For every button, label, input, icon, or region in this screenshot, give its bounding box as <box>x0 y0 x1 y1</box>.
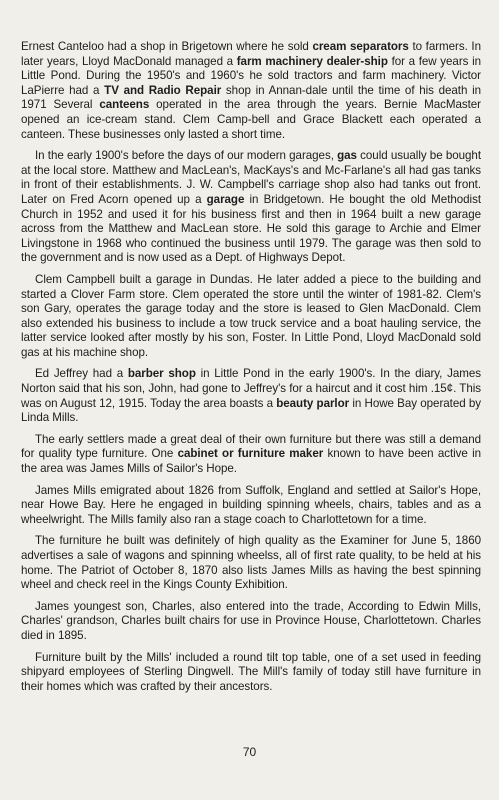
body-text <box>21 40 481 694</box>
text-run: Ed Jeffrey had a <box>35 367 128 381</box>
text-run: for a few years in Little Pond. During the 1950's and 1960's he sold tractors and farm machinery. Victor LaPierre had a <box>21 54 481 97</box>
paragraph <box>21 534 481 592</box>
bold-keyword: garage <box>206 192 245 206</box>
text-run: The early settlers made a great deal of their own furniture but there was still a demand for quality type furniture. One <box>21 432 481 461</box>
text-run: Ernest Canteloo had a shop in Brigetown where he sold <box>21 40 313 53</box>
text-run: known to have been active in the area was James Mills of Sailor's Hope. <box>21 447 481 476</box>
bold-keyword: cabinet or furniture maker <box>177 447 324 461</box>
paragraph <box>21 484 481 528</box>
text-run: James youngest son, Charles, also entered into the trade, According to Edwin Mills, Charles' grandson, Charles built chairs for use in Province House, Charlottetown. Charles died in 1895. <box>21 599 481 642</box>
paragraph <box>21 367 481 425</box>
text-run: Clem Campbell built a garage in Dundas. He later added a piece to the building and started a Clover Farm store. Clem operated the store until the winter of 1981-82. Clem's son Gary, operates the garage today and the store is leased to Glen MacDonald. Clem also extended his business to include a tow truck service and a boat hauling service, the latter service looked after mostly by his son, Foster. In Little Pond, Lloyd MacDonald sold gas at his machine shop. <box>21 272 481 359</box>
text-run: in Little Pond in the early 1900's. In the diary, James Norton said that his son, John, had gone to Jeffrey's for a haircut and it cost him .15¢. This was on August 12, 1915. Today the area boasts a <box>21 367 481 410</box>
text-run: in Howe Bay operated by Linda Mills. <box>21 396 482 425</box>
text-run: The furniture he built was definitely of high quality as the Examiner for June 5, 1860 advertises a sale of wagons and spinning wheelss, all of first rate quality, to be held at his home. The Patriot of October 8, 1870 also lists James Mills as having the best spinning wheel and check reel in the Kings County Exhibition. <box>21 534 481 592</box>
paragraph <box>21 651 481 695</box>
bold-keyword: gas <box>337 149 357 163</box>
text-run: shop in Annan-dale until the time of his death in 1971 Several <box>21 83 481 112</box>
text-run: could usually be bought at the local store. Matthew and MacLean's, MacKays's and Mc-Farlane's all had gas tanks in front of their establishments. J. W. Campbell's carriage shop also had tanks out front. Later on Fred Acorn opened up a <box>21 149 481 206</box>
bold-keyword: cream separators <box>312 40 409 53</box>
paragraph <box>21 149 481 266</box>
paragraph <box>21 433 481 477</box>
text-run: Furniture built by the Mills' included a round tilt top table, one of a set used in feeding shipyard employees of Sterling Dingwell. The Mill's family of today still have furniture in their homes which was crafted by their ancestors. <box>21 650 481 693</box>
text-run: in Bridgetown. He bought the old Methodist Church in 1952 and used it for his business first and then in 1964 built a new garage across from the Matthew and MacLean store. He sold this garage to Archie and Elmer Livingstone in 1968 who continued the business until 1979. The garage was then sold to the government and is now used as a Dept. of Highways Depot. <box>21 192 481 265</box>
bold-keyword: barber shop <box>127 367 196 381</box>
text-run: operated in the area through the years. Bernie MacMaster opened an ice-cream stand. Clem Camp-bell and Grace Blackett each operated a canteen. These businesses only lasted a short time. <box>21 98 481 141</box>
bold-keyword: farm machinery dealer-ship <box>236 54 388 68</box>
page-number: 70 <box>242 745 257 759</box>
text-run: to farmers. In later years, Lloyd MacDonald managed a <box>21 40 481 68</box>
bold-keyword: beauty parlor <box>276 396 350 410</box>
paragraph <box>21 273 481 361</box>
paragraph <box>21 600 481 644</box>
bold-keyword: TV and Radio Repair <box>104 83 222 97</box>
paragraph <box>21 40 481 142</box>
text-run: In the early 1900's before the days of our modern garages, <box>35 149 338 163</box>
bold-keyword: canteens <box>99 98 150 112</box>
text-run: James Mills emigrated about 1826 from Suffolk, England and settled at Sailor's Hope, near Howe Bay. Here he engaged in building spinning wheels, chairs, tables and as a wheelwright. The Mills family also ran a stage coach to Charlottetown for a time. <box>21 483 481 526</box>
